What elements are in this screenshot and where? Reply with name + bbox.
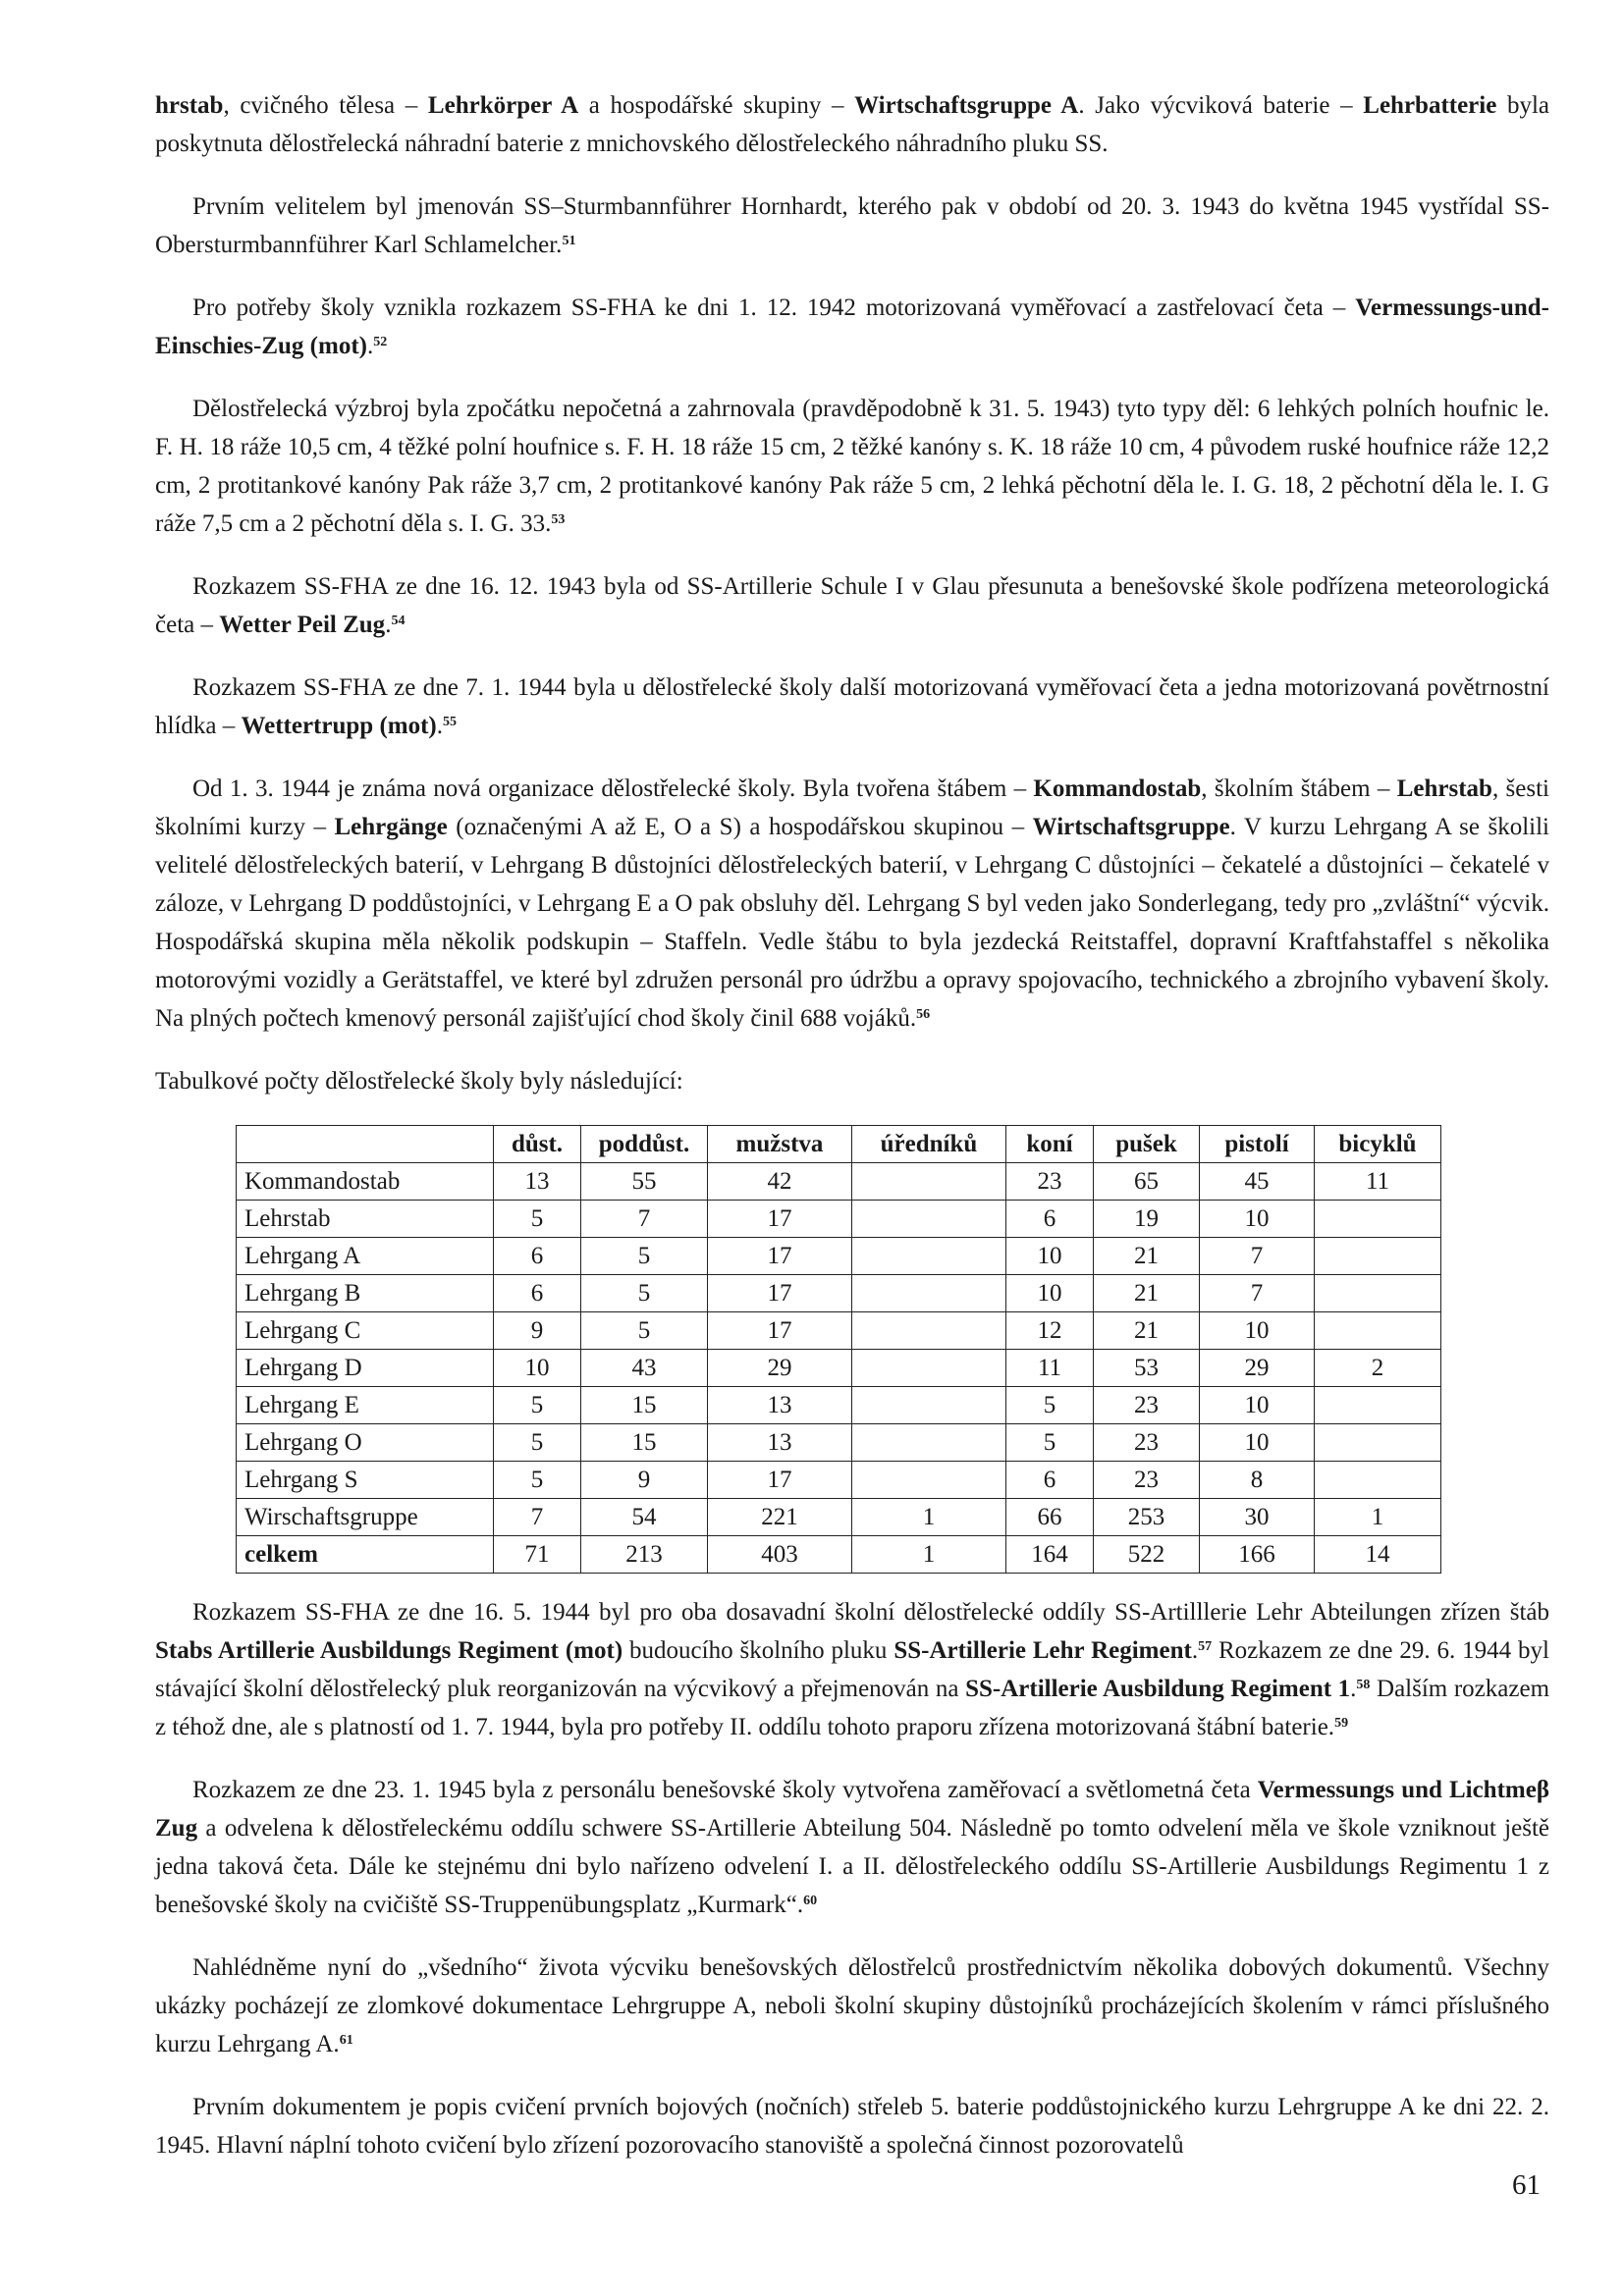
table-cell bbox=[852, 1312, 1006, 1350]
table-cell: 5 bbox=[1006, 1387, 1094, 1424]
table-cell bbox=[852, 1424, 1006, 1462]
text-run: Prvním velitelem byl jmenován SS–Sturmbannführer Hornhardt, kterého pak v období od 20. 3. 1943 do května 1945 vystřídal SS-Obersturmbannführer Karl Schlamelcher. bbox=[155, 193, 1549, 258]
table-header-row bbox=[237, 1126, 1441, 1163]
table-cell bbox=[1315, 1238, 1441, 1275]
table-header-cell: koní bbox=[1006, 1126, 1094, 1163]
table-cell bbox=[1315, 1462, 1441, 1499]
text-run: . Jako výcviková baterie – bbox=[1078, 92, 1364, 119]
table-cell: 23 bbox=[1094, 1424, 1200, 1462]
table-cell: 213 bbox=[581, 1536, 708, 1574]
pre-paragraph bbox=[155, 770, 1549, 1038]
bold-term: Lehrgänge bbox=[334, 814, 448, 840]
table-cell bbox=[1315, 1201, 1441, 1238]
table-cell: 5 bbox=[494, 1201, 581, 1238]
table-cell: 43 bbox=[581, 1350, 708, 1387]
table-cell bbox=[852, 1387, 1006, 1424]
text-run: Nahlédněme nyní do „všedního“ života výcviku benešovských dělostřelců prostřednictvím několika dobových dokumentů. Všechny ukázky pocházejí ze zlomkové dokumentace Lehrgruppe A, neboli školní skupiny důstojníků procházejících školením v rámci příslušného kurzu Lehrgang A. bbox=[155, 1954, 1549, 2057]
table-cell: 221 bbox=[708, 1499, 852, 1536]
table-cell bbox=[1315, 1424, 1441, 1462]
footnote-ref: 58 bbox=[1356, 1678, 1371, 1692]
table-cell: 17 bbox=[708, 1462, 852, 1499]
table-cell: 15 bbox=[581, 1387, 708, 1424]
table-row bbox=[237, 1350, 1441, 1387]
table-cell bbox=[852, 1201, 1006, 1238]
text-run: byla poskytnuta dělostřelecká náhradní baterie z mnichovského dělostřeleckého náhradního pluku SS. bbox=[155, 92, 1550, 157]
pre-paragraph bbox=[155, 390, 1549, 543]
table-cell: 522 bbox=[1094, 1536, 1200, 1574]
text-run: Rozkazem SS-FHA ze dne 16. 12. 1943 byla od SS-Artillerie Schule I v Glau přesunuta a benešovské škole podřízena meteorologická četa – bbox=[155, 573, 1549, 638]
table-cell: 17 bbox=[708, 1275, 852, 1312]
pre-paragraph bbox=[155, 1062, 1549, 1100]
pre-paragraph bbox=[155, 187, 1549, 264]
table-cell: 1 bbox=[852, 1499, 1006, 1536]
text-run: . bbox=[436, 713, 443, 739]
bold-term: SS-Artillerie Ausbildung Regiment 1 bbox=[965, 1676, 1351, 1702]
table-header-cell: úředníků bbox=[852, 1126, 1006, 1163]
table-cell: 23 bbox=[1006, 1163, 1094, 1201]
bold-term: Lehrstab bbox=[1396, 775, 1492, 802]
document-page bbox=[155, 86, 1549, 2189]
table-cell bbox=[1315, 1312, 1441, 1350]
page-number: 61 bbox=[1512, 2169, 1541, 2201]
table-row bbox=[237, 1462, 1441, 1499]
footnote-ref: 51 bbox=[562, 234, 576, 248]
table-cell: 403 bbox=[708, 1536, 852, 1574]
table-cell: 10 bbox=[1200, 1387, 1315, 1424]
row-label: Lehrgang S bbox=[237, 1462, 494, 1499]
table-cell: 13 bbox=[494, 1163, 581, 1201]
bold-term: Lehrkörper A bbox=[427, 92, 579, 119]
table-cell: 13 bbox=[708, 1424, 852, 1462]
table-cell: 1 bbox=[1315, 1499, 1441, 1536]
table-cell: 2 bbox=[1315, 1350, 1441, 1387]
text-run: Rozkazem ze dne 23. 1. 1945 byla z personálu benešovské školy vytvořena zaměřovací a světlometná četa bbox=[192, 1777, 1258, 1803]
pre-paragraph bbox=[155, 567, 1549, 644]
table-cell: 11 bbox=[1006, 1350, 1094, 1387]
table-cell: 54 bbox=[581, 1499, 708, 1536]
row-label: Lehrgang A bbox=[237, 1238, 494, 1275]
text-run: . bbox=[1191, 1637, 1199, 1664]
text-run: budoucího školního pluku bbox=[623, 1637, 894, 1664]
bold-term: Kommandostab bbox=[1033, 775, 1202, 802]
text-run: Dělostřelecká výzbroj byla zpočátku nepočetná a zahrnovala (pravděpodobně k 31. 5. 1943) tyto typy děl: 6 lehkých polních houfnic le. F. H. 18 ráže 10,5 cm, 4 těžké polní houfnice s. F. H. 18 ráže 15 cm, 2 těžké kanóny s. K. 18 ráže 10 cm, 4 původem ruské houfnice ráže 12,2 cm, 2 protitankové kanóny Pak ráže 3,7 cm, 2 protitankové kanóny Pak ráže 5 cm, 2 lehká pěchotní děla le. I. G. 18, 2 pěchotní děla le. I. G ráže 7,5 cm a 2 pěchotní děla s. I. G. 33. bbox=[155, 396, 1549, 537]
pre-paragraph bbox=[155, 668, 1549, 745]
table-cell: 10 bbox=[1006, 1275, 1094, 1312]
post-paragraph bbox=[155, 1593, 1549, 1746]
table-cell bbox=[852, 1462, 1006, 1499]
bold-term: SS-Artillerie Lehr Regiment bbox=[893, 1637, 1192, 1664]
table-cell: 55 bbox=[581, 1163, 708, 1201]
table-cell: 65 bbox=[1094, 1163, 1200, 1201]
table-cell: 13 bbox=[708, 1387, 852, 1424]
table-cell: 9 bbox=[494, 1312, 581, 1350]
footnote-ref: 53 bbox=[551, 512, 566, 527]
bold-term: hrstab bbox=[155, 92, 224, 119]
text-run: (označenými A až E, O a S) a hospodářskou skupinou – bbox=[447, 814, 1033, 840]
table-cell: 30 bbox=[1200, 1499, 1315, 1536]
text-run: a odvelena k dělostřeleckému oddílu schwere SS-Artillerie Abteilung 504. Následně po tomto odvelení měla ve škole vzniknout ještě jedna taková četa. Dále ke stejnému dni bylo nařízeno odvelení I. a II. dělostřeleckého oddílu SS-Artillerie Ausbildungs Regimentu 1 z benešovské školy na cvičiště SS-Truppenübungsplatz „Kurmark“. bbox=[155, 1815, 1549, 1918]
bold-term: Wetter Peil Zug bbox=[219, 612, 386, 638]
table-cell: 10 bbox=[1200, 1201, 1315, 1238]
table-cell bbox=[852, 1163, 1006, 1201]
table-cell bbox=[852, 1238, 1006, 1275]
table-cell: 21 bbox=[1094, 1275, 1200, 1312]
table-row bbox=[237, 1499, 1441, 1536]
table-cell: 166 bbox=[1200, 1536, 1315, 1574]
table-cell: 21 bbox=[1094, 1312, 1200, 1350]
table-header-corner bbox=[237, 1126, 494, 1163]
bold-term: Wettertrupp (mot) bbox=[241, 713, 437, 739]
table-cell: 17 bbox=[708, 1312, 852, 1350]
table-row bbox=[237, 1275, 1441, 1312]
text-run: . bbox=[1350, 1676, 1357, 1702]
footnote-ref: 61 bbox=[339, 2033, 353, 2048]
post-paragraph bbox=[155, 1949, 1549, 2063]
row-label: Kommandostab bbox=[237, 1163, 494, 1201]
row-label: celkem bbox=[237, 1536, 494, 1574]
table-cell: 14 bbox=[1315, 1536, 1441, 1574]
row-label: Wirschaftsgruppe bbox=[237, 1499, 494, 1536]
table-cell: 5 bbox=[494, 1424, 581, 1462]
table-cell: 10 bbox=[1200, 1424, 1315, 1462]
table-row bbox=[237, 1312, 1441, 1350]
table-cell: 7 bbox=[1200, 1275, 1315, 1312]
bold-term: Stabs Artillerie Ausbildungs Regiment (mot) bbox=[155, 1637, 623, 1664]
footnote-ref: 59 bbox=[1334, 1716, 1349, 1731]
footnote-ref: 56 bbox=[916, 1007, 931, 1022]
table-cell: 10 bbox=[1006, 1238, 1094, 1275]
table-cell: 6 bbox=[1006, 1462, 1094, 1499]
table-cell: 11 bbox=[1315, 1163, 1441, 1201]
table-cell: 10 bbox=[494, 1350, 581, 1387]
table-cell: 5 bbox=[1006, 1424, 1094, 1462]
table-cell: 23 bbox=[1094, 1462, 1200, 1499]
text-run: , cvičného tělesa – bbox=[223, 92, 428, 119]
table-cell: 7 bbox=[581, 1201, 708, 1238]
table-header-cell: důst. bbox=[494, 1126, 581, 1163]
table-cell: 17 bbox=[708, 1238, 852, 1275]
table-cell: 21 bbox=[1094, 1238, 1200, 1275]
text-run: Dalším rozkazem z téhož dne, ale s platností od 1. 7. 1944, byla pro potřeby II. oddílu tohoto praporu zřízena motorizovaná štábní baterie. bbox=[155, 1676, 1550, 1740]
table-cell: 6 bbox=[494, 1238, 581, 1275]
bold-term: Lehrbatterie bbox=[1363, 92, 1497, 119]
table-row bbox=[237, 1201, 1441, 1238]
table-cell bbox=[1315, 1275, 1441, 1312]
text-run: Rozkazem SS-FHA ze dne 7. 1. 1944 byla u dělostřelecké školy další motorizovaná vyměřovací četa a jedna motorizovaná povětrnostní hlídka – bbox=[155, 674, 1549, 739]
table-header-cell: poddůst. bbox=[581, 1126, 708, 1163]
table-cell: 19 bbox=[1094, 1201, 1200, 1238]
footnote-ref: 52 bbox=[373, 335, 388, 349]
text-run: , školním štábem – bbox=[1201, 775, 1397, 802]
footnote-ref: 54 bbox=[391, 614, 406, 628]
table-cell: 71 bbox=[494, 1536, 581, 1574]
row-label: Lehrgang O bbox=[237, 1424, 494, 1462]
bold-term: Wirtschaftsgruppe bbox=[1032, 814, 1230, 840]
post-paragraph bbox=[155, 1771, 1549, 1924]
table-cell bbox=[1315, 1387, 1441, 1424]
post-paragraph bbox=[155, 2088, 1549, 2164]
table-cell: 5 bbox=[494, 1462, 581, 1499]
table-header-cell: mužstva bbox=[708, 1126, 852, 1163]
table-cell: 29 bbox=[1200, 1350, 1315, 1387]
table-cell: 7 bbox=[1200, 1238, 1315, 1275]
body-text-before-table bbox=[155, 86, 1549, 1100]
table-cell: 6 bbox=[494, 1275, 581, 1312]
row-label: Lehrgang C bbox=[237, 1312, 494, 1350]
text-run: , šesti školními kurzy – bbox=[155, 775, 1549, 840]
bold-term: Vermessungs-und-Einschies-Zug (mot) bbox=[155, 294, 1549, 359]
table-header-cell: bicyklů bbox=[1315, 1126, 1441, 1163]
table-cell bbox=[852, 1350, 1006, 1387]
text-run: Pro potřeby školy vznikla rozkazem SS-FHA ke dni 1. 12. 1942 motorizovaná vyměřovací a zastřelovací četa – bbox=[192, 294, 1356, 321]
body-text-after-table bbox=[155, 1593, 1549, 2164]
table-header-cell: pistolí bbox=[1200, 1126, 1315, 1163]
table-cell: 6 bbox=[1006, 1201, 1094, 1238]
text-run: . bbox=[385, 612, 392, 638]
row-label: Lehrgang E bbox=[237, 1387, 494, 1424]
row-label: Lehrgang B bbox=[237, 1275, 494, 1312]
table-cell: 5 bbox=[581, 1312, 708, 1350]
row-label: Lehrstab bbox=[237, 1201, 494, 1238]
bold-term: Vermessungs und Lichtmeβ Zug bbox=[155, 1777, 1549, 1842]
table-row bbox=[237, 1387, 1441, 1424]
table-header-cell: pušek bbox=[1094, 1126, 1200, 1163]
table-cell: 45 bbox=[1200, 1163, 1315, 1201]
table-cell: 5 bbox=[494, 1387, 581, 1424]
table-cell: 5 bbox=[581, 1238, 708, 1275]
table-cell: 23 bbox=[1094, 1387, 1200, 1424]
table-cell: 253 bbox=[1094, 1499, 1200, 1536]
footnote-ref: 55 bbox=[443, 715, 457, 729]
text-run: . V kurzu Lehrgang A se školili velitelé dělostřeleckých baterií, v Lehrgang B důstojníci dělostřeleckých baterií, v Lehrgang C důstojníci – čekatelé a důstojníci – čekatelé v záloze, v Lehrgang D poddůstojníci, v Lehrgang E a O pak obsluhy děl. Lehrgang S byl veden jako Sonderlegang, tedy pro „zvláštní“ výcvik. Hospodářská skupina měla několik podskupin – Staffeln. Vedle štábu to byla jezdecká Reitstaffel, dopravní Kraftfahstaffel s několika motorovými vozidly a Gerätstaffel, ve které byl združen personál pro údržbu a opravy spojovacího, technického a zbrojního vybavení školy. Na plných počtech kmenový personál zajišťující chod školy činil 688 vojáků. bbox=[155, 814, 1550, 1032]
table-cell: 164 bbox=[1006, 1536, 1094, 1574]
text-run: Od 1. 3. 1944 je známa nová organizace dělostřelecké školy. Byla tvořena štábem – bbox=[192, 775, 1034, 802]
table-cell: 7 bbox=[494, 1499, 581, 1536]
table-cell: 53 bbox=[1094, 1350, 1200, 1387]
text-run: a hospodářské skupiny – bbox=[578, 92, 855, 119]
table-cell: 15 bbox=[581, 1424, 708, 1462]
table-row bbox=[237, 1163, 1441, 1201]
table-row bbox=[237, 1238, 1441, 1275]
table-cell: 29 bbox=[708, 1350, 852, 1387]
footnote-ref: 60 bbox=[803, 1894, 818, 1908]
table-cell: 1 bbox=[852, 1536, 1006, 1574]
pre-paragraph bbox=[155, 289, 1549, 365]
text-run: Rozkazem SS-FHA ze dne 16. 5. 1944 byl pro oba dosavadní školní dělostřelecké oddíly SS-Artilllerie Lehr Abteilungen zřízen štáb bbox=[192, 1599, 1549, 1626]
table-cell: 17 bbox=[708, 1201, 852, 1238]
table-cell bbox=[852, 1275, 1006, 1312]
table-cell: 5 bbox=[581, 1275, 708, 1312]
table-cell: 8 bbox=[1200, 1462, 1315, 1499]
row-label: Lehrgang D bbox=[237, 1350, 494, 1387]
text-run: Prvním dokumentem je popis cvičení prvních bojových (nočních) střeleb 5. baterie poddůstojnického kurzu Lehrgruppe A ke dni 22. 2. 1945. Hlavní náplní tohoto cvičení bylo zřízení pozorovacího stanoviště a společná činnost pozorovatelů bbox=[155, 2094, 1549, 2159]
table-cell: 12 bbox=[1006, 1312, 1094, 1350]
text-run: Rozkazem ze dne 29. 6. 1944 byl stávající školní dělostřelecký pluk reorganizován na výcvikový a přejmenován na bbox=[155, 1637, 1550, 1702]
table-cell: 9 bbox=[581, 1462, 708, 1499]
table-cell: 42 bbox=[708, 1163, 852, 1201]
table-row bbox=[237, 1424, 1441, 1462]
table-cell: 10 bbox=[1200, 1312, 1315, 1350]
text-run: . bbox=[366, 333, 374, 359]
text-run: Tabulkové počty dělostřelecké školy byly následující: bbox=[155, 1068, 683, 1095]
staff-table bbox=[236, 1125, 1441, 1574]
bold-term: Wirtschaftsgruppe A bbox=[854, 92, 1079, 119]
footnote-ref: 57 bbox=[1198, 1639, 1213, 1654]
pre-paragraph bbox=[155, 86, 1549, 163]
table-row bbox=[237, 1536, 1441, 1574]
table-cell: 66 bbox=[1006, 1499, 1094, 1536]
